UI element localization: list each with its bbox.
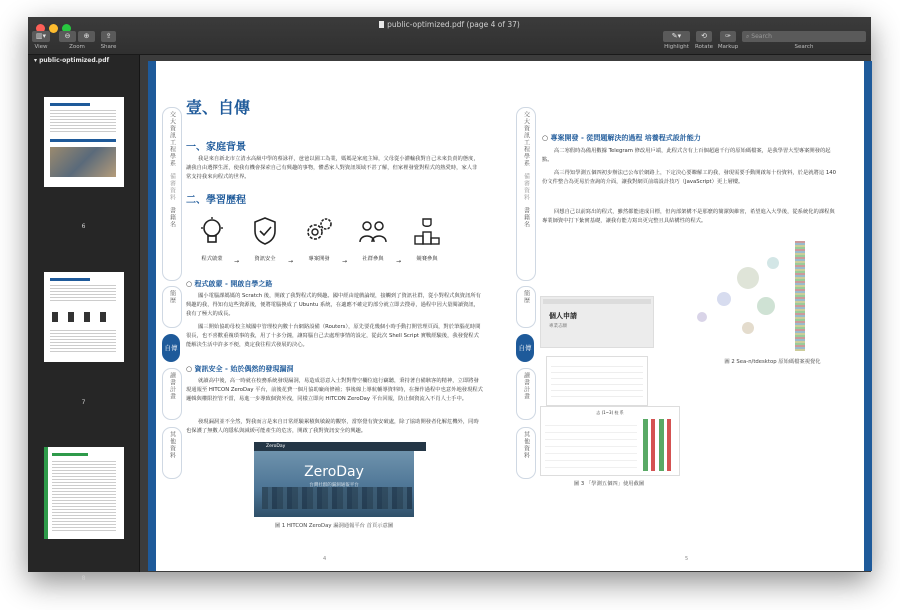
nav-item-resume-text: 簡歷 bbox=[168, 290, 176, 304]
step-arrow: → bbox=[342, 258, 348, 265]
markup-label: Markup bbox=[717, 44, 739, 50]
markup-button[interactable] bbox=[720, 31, 736, 42]
nav-subtitle: 備審資料 bbox=[522, 173, 530, 201]
page-thumbnail-8[interactable] bbox=[44, 447, 124, 539]
pdf-file-icon bbox=[379, 21, 384, 28]
nav-subtitle: 備審資料 bbox=[168, 173, 176, 201]
page-title: 壹、自傳 bbox=[186, 98, 251, 117]
document-view[interactable] bbox=[140, 55, 871, 572]
list-screenshot bbox=[546, 356, 648, 406]
thumbnail-label-6: 6 bbox=[81, 223, 86, 230]
step-arrow: → bbox=[234, 258, 240, 265]
page-thumbnail-7[interactable] bbox=[44, 272, 124, 362]
thumb-heading bbox=[50, 139, 116, 142]
code-visualization-image bbox=[667, 237, 807, 355]
share-icon: ⇪ bbox=[105, 32, 112, 40]
window-title-text: public-optimized.pdf (page 4 of 37) bbox=[387, 20, 520, 29]
page-number: 4 bbox=[323, 556, 327, 562]
markup-pen-icon: ✑ bbox=[725, 32, 731, 40]
sidebar-document-header[interactable] bbox=[34, 57, 109, 64]
rotate-icon: ⟲ bbox=[701, 32, 707, 40]
table-screenshot bbox=[540, 406, 680, 476]
nav-item-resume[interactable] bbox=[162, 286, 182, 328]
nav-item-books[interactable]: 書籍名 bbox=[522, 207, 530, 228]
sidebar-toggle-button[interactable] bbox=[32, 31, 50, 42]
step-label: 競賽參與 bbox=[416, 256, 438, 262]
search-label: Search bbox=[794, 44, 814, 50]
zoom-in-icon: ⊕ bbox=[83, 32, 90, 40]
graph-node bbox=[737, 267, 759, 289]
share-button[interactable] bbox=[101, 31, 116, 42]
zeroday-logo-text: ZeroDay bbox=[304, 464, 364, 480]
page-number: 5 bbox=[685, 556, 689, 562]
highlighter-icon: ✎▾ bbox=[671, 32, 682, 40]
nav-item-study-plan-text: 讀書計畫 bbox=[168, 372, 176, 400]
subsection-security-title: ○ 資訊安全 - 始於偶然的發現漏洞 bbox=[186, 364, 293, 374]
zoom-label: Zoom bbox=[69, 44, 85, 50]
graph-node bbox=[757, 297, 775, 315]
thumb-text-block bbox=[50, 110, 116, 134]
graph-node bbox=[717, 292, 731, 306]
lightbulb-icon bbox=[199, 216, 225, 246]
nav-item-others[interactable] bbox=[162, 427, 182, 479]
subsection-projects-text-2: 高三得知學測五個四初步辦法已公布於網路上，下定決心要瞭解工的我，發現需要手動開啟每十份資料，於是就將這 140 份文件整合為更易於查詢的介面，讓我對網頁前端設計技巧（JavaScript）更上層樓。 bbox=[542, 170, 836, 185]
share-label: Share bbox=[100, 44, 117, 50]
step-label: 專案開發 bbox=[308, 256, 330, 262]
thumbnail-sidebar bbox=[28, 55, 140, 582]
thumb-color-bar bbox=[44, 447, 48, 539]
card-title: 個人申請 bbox=[549, 312, 577, 320]
graph-node bbox=[742, 322, 754, 334]
table-rows bbox=[545, 419, 637, 471]
subsection-security-text-1: 就讀高中後，高一時就在校務系統發現漏洞，易造成惡意入士對對帶空欄位進行竊聽，秉持著自備駭客的精神，立即將發現通報至 HITCON ZeroDay 平台，前後花費一個月協助廠商修補；事後線上導航輔導資料時，在操作過程中也意外地發現程式邏輯與權限控管不當，易進一步導致個資外洩，同樣立即向 HITCON ZeroDay 平台回報，防止個資流入不肖人士手中。 bbox=[186, 378, 483, 402]
window-titlebar bbox=[28, 17, 871, 55]
nav-item-autobiography[interactable]: 自傳 bbox=[162, 334, 180, 362]
figure-3-caption: 圖 3 「學測五個四」使用截圖 bbox=[573, 481, 645, 487]
nav-item-resume-text: 簡歷 bbox=[522, 290, 530, 304]
section-family-title: 一、家庭背景 bbox=[186, 142, 246, 153]
thumb-text-block bbox=[50, 285, 116, 303]
view-label: View bbox=[34, 44, 48, 50]
highlight-button[interactable] bbox=[663, 31, 690, 42]
search-input[interactable] bbox=[742, 31, 866, 42]
zoom-out-button[interactable] bbox=[59, 31, 76, 42]
thumbnail-label-8: 8 bbox=[81, 575, 86, 582]
people-icon bbox=[358, 216, 388, 246]
thumb-icons bbox=[52, 312, 114, 322]
section-learning-title: 二、學習歷程 bbox=[186, 195, 246, 206]
thumbnail-label-7: 7 bbox=[81, 399, 86, 406]
zeroday-screenshot bbox=[254, 442, 414, 517]
subsection-programming-title: ○ 程式啟蒙 - 開啟自學之路 bbox=[186, 279, 272, 289]
pdf-page-4 bbox=[148, 61, 510, 571]
sidebar-icon: ▥▾ bbox=[35, 32, 47, 40]
thumb-text-block bbox=[52, 461, 116, 531]
subsection-projects-text-1: 高二寒假時為備用數據 Telegram 修改用戶端，此程式含有上百個超過千行的原始碼檔案，是我學習大型專案開發的起點。 bbox=[542, 148, 831, 163]
page-side-bar bbox=[864, 61, 872, 571]
rotate-button[interactable] bbox=[696, 31, 712, 42]
nav-item-others-text: 其他資料 bbox=[522, 431, 530, 459]
nav-item-resume[interactable] bbox=[516, 286, 536, 328]
step-label: 社群參與 bbox=[362, 256, 384, 262]
figure-2-caption: 圖 2 Sea-n/tdesktop 原始碼檔案視覺化 bbox=[724, 359, 821, 365]
window-title bbox=[28, 20, 871, 29]
step-projects bbox=[299, 216, 339, 262]
pdf-page-5 bbox=[510, 61, 872, 571]
vertical-nav bbox=[516, 107, 536, 281]
vertical-nav bbox=[162, 107, 182, 281]
search-placeholder: Search bbox=[751, 33, 772, 40]
table-header: 志 (1~3) 校 系 bbox=[596, 410, 624, 415]
nav-item-study-plan-text: 讀書計畫 bbox=[522, 372, 530, 400]
card-top-bar bbox=[543, 299, 651, 304]
step-label: 資訊安全 bbox=[254, 256, 276, 262]
thumb-heading bbox=[50, 103, 90, 106]
thumb-heading bbox=[50, 278, 90, 281]
figure-1-caption: 圖 1 HITCON ZeroDay 漏洞通報平台 首頁示意圖 bbox=[274, 523, 394, 529]
podium-trophy-icon bbox=[412, 216, 442, 246]
table-status-cells bbox=[643, 419, 675, 471]
nav-item-books[interactable]: 書籍名 bbox=[168, 207, 176, 228]
graph-legend bbox=[795, 241, 805, 351]
nav-item-study-plan[interactable] bbox=[516, 368, 536, 420]
step-security bbox=[245, 216, 285, 262]
highlight-label: Highlight bbox=[664, 44, 689, 50]
city-skyline bbox=[262, 487, 412, 509]
nav-department: 交大資訊工程學系 bbox=[522, 111, 530, 167]
search-icon: ⌕ bbox=[746, 33, 750, 40]
thumb-text-block bbox=[50, 330, 116, 354]
thumb-photo bbox=[50, 147, 116, 177]
zeroday-nav-bar: ZeroDay bbox=[254, 442, 426, 451]
page-thumbnail-6[interactable] bbox=[44, 97, 124, 187]
shield-check-icon bbox=[252, 216, 278, 246]
gears-icon bbox=[304, 216, 334, 246]
graph-node bbox=[767, 257, 779, 269]
page-side-bar bbox=[148, 61, 156, 571]
nav-department: 交大資訊工程學系 bbox=[168, 111, 176, 167]
section-family-text: 我是來自新北市立清水高級中學的蔡詠祥，爸爸以園工為業，媽媽是家庭主婦，父母從小灌輸我對自己未來負責的態度，讓我自由選擇生涯，使我有機會探索自己有興趣的事物，體悉家人對資訊領域不甚了解，但家裡發覺對程式的熱愛時，家人非常支持我來向程式的世界。 bbox=[186, 156, 479, 180]
nav-item-study-plan[interactable] bbox=[162, 368, 182, 420]
graph-node bbox=[697, 312, 707, 322]
sidebar-document-name: public-optimized.pdf bbox=[39, 57, 110, 64]
zoom-out-icon: ⊖ bbox=[64, 32, 71, 40]
list-rows bbox=[551, 361, 643, 399]
card-subtitle: 專業志願 bbox=[549, 324, 567, 329]
zoom-in-button[interactable] bbox=[78, 31, 95, 42]
subsection-security-text-2: 發現漏洞並不全然，對我而言是來自日常經驗累積與敏銳的觀察，當察覺有資安破處，除了協助開發者化解危機外，同時也保護了無數人的隱私與減緩可能產生的危害，開啟了我對資訊安全的興趣。 bbox=[186, 419, 479, 434]
step-programming bbox=[192, 216, 232, 262]
subsection-programming-text-1: 國小電腦課媽媽的 Scratch 後，開啟了我對程式的興趣。國中經由遊戲論壇，接觸到了資訊社群，從小對程式與資訊所有興趣的我，得知有這些資源後，便將電腦換成了 Ubuntu 系統，在適應不確定的部分就立即去搜尋，過程中因大量閱讀資訊，我有了極大的成長。 bbox=[186, 293, 481, 317]
step-label: 程式啟蒙 bbox=[201, 256, 223, 262]
subsection-programming-text-2: 國三開始協助母校主城國中管理校內數十台網路設備（Routers），原先要花幾個小時手動打開管理頁面，對於筆腦花時間很長，也不喜歡重複瑣事的我，用了十多分鐘，讓寫腦自己去處理事情的設定，從此次 Shell Script 實戰經驗後，我發覺程式能解決生活中許多不便，奠定我往程式發展的決心。 bbox=[186, 324, 481, 348]
pdf-viewer-window bbox=[28, 17, 871, 582]
disclosure-triangle-icon: ▾ bbox=[34, 57, 38, 64]
subsection-projects-title: ○ 專案開發 - 從問題解決的過程 培養程式設計能力 bbox=[542, 133, 701, 143]
nav-item-others[interactable] bbox=[516, 427, 536, 479]
zeroday-tagline: 台灣社群的漏洞通報平台 bbox=[309, 483, 359, 488]
step-community bbox=[353, 216, 393, 262]
rotate-label: Rotate bbox=[694, 44, 713, 50]
nav-item-others-text: 其他資料 bbox=[168, 431, 176, 459]
step-arrow: → bbox=[288, 258, 294, 265]
step-competition bbox=[407, 216, 447, 262]
step-arrow: → bbox=[396, 258, 402, 265]
application-card-screenshot bbox=[540, 296, 654, 348]
subsection-projects-text-3: 回想自己以前寫出的程式，雖然都能達成目標，但內部架構不是那麼的簡潔與維密，希望進入大學後，從系統化的課程與專業師資中打下紮實基礎，讓我有能力寫出更完整且具結構性的程式。 bbox=[542, 209, 835, 224]
thumb-heading bbox=[52, 453, 88, 456]
nav-item-autobiography[interactable]: 自傳 bbox=[516, 334, 534, 362]
